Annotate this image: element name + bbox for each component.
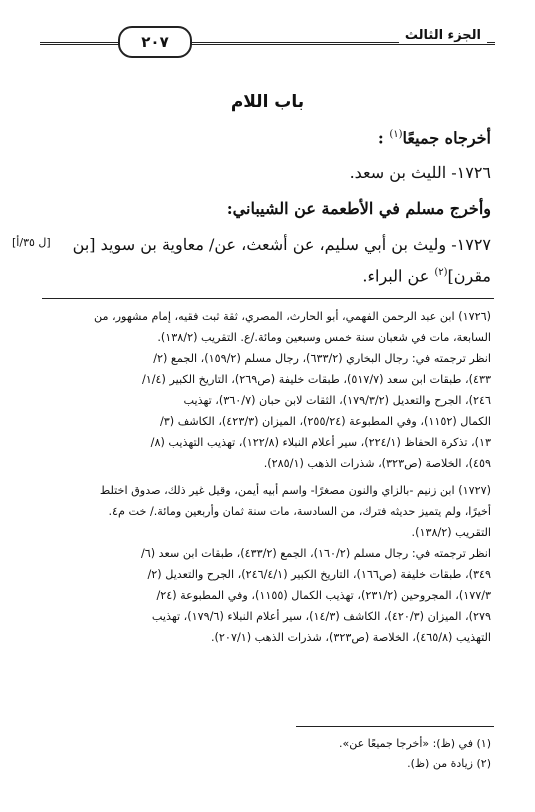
note-1726-line: السابعة، مات في شعبان سنة خمس وسبعين ومائة./ع. التقريب (١٣٨/٢). bbox=[157, 331, 491, 344]
biography-notes bbox=[39, 306, 491, 648]
main-line-1-end: : bbox=[377, 128, 384, 148]
page-number: ٢٠٧ bbox=[118, 26, 192, 58]
main-line-5-text: مقرن] bbox=[447, 266, 491, 286]
footnote-ref-1: (١) bbox=[389, 129, 403, 140]
main-line-4: ١٧٢٧- وليث بن أبي سليم، عن أشعث، عن/ معاوية بن سويد [بن bbox=[72, 235, 491, 254]
footnote-1: (١) في (ظ): «أخرجا جميعًا عن». bbox=[339, 737, 491, 750]
footnotes bbox=[39, 734, 491, 774]
note-1727-line: ٣٤٩)، طبقات خليفة (ص١٦٦)، التاريخ الكبير (٢٤٦/٤/١)، الجرح والتعديل (٢/ bbox=[147, 568, 491, 581]
footnote-ref-2: (٢) bbox=[434, 267, 448, 278]
running-title: الجزء الثالث bbox=[399, 28, 487, 43]
note-1727-line: أخيرًا، ولم يتميز حديثه فترك، من السادسة، مات سنة ثمان وأربعين ومائة./ خت م٤. bbox=[108, 505, 491, 518]
note-1726-line: ٤٥٩)، الخلاصة (ص٣٢٣)، شذرات الذهب (٢٨٥/١). bbox=[263, 457, 491, 470]
main-line-1-text: أخرجاه جميعًا bbox=[402, 128, 491, 148]
page-header bbox=[40, 26, 495, 58]
main-line-2: ١٧٢٦- الليث بن سعد. bbox=[349, 163, 491, 182]
main-line-5-end: عن البراء. bbox=[362, 266, 435, 286]
notes-divider bbox=[42, 298, 494, 299]
main-line-5 bbox=[51, 262, 491, 287]
main-line-1 bbox=[51, 124, 491, 149]
note-1727-line: ٢٧٩)، الميزان (٤٢٠/٣)، الكاشف (١٤/٣)، سير أعلام النبلاء (١٧٩/٦)، تهذيب bbox=[151, 610, 491, 623]
note-1727-line: انظر ترجمته في: رجال مسلم (١٦٠/٢)، الجمع (٤٣٣/٢)، طبقات ابن سعد (٦/ bbox=[140, 547, 491, 560]
note-1726-line: ٤٣٣)، طبقات ابن سعد (٥١٧/٧)، طبقات خليفة (ص٢٦٩)، التاريخ الكبير (١/٤/ bbox=[141, 373, 491, 386]
note-1727-line: (١٧٢٧) ابن زنيم -بالزاي والنون مصغرًا- واسم أبيه أيمن، وقيل غير ذلك، صدوق اختلط bbox=[99, 484, 491, 497]
note-1726-line: انظر ترجمته في: رجال البخاري (٦٣٣/٢)، رجال مسلم (١٥٩/٢)، الجمع (٢/ bbox=[153, 352, 491, 365]
chapter-title: باب اللام bbox=[230, 92, 305, 112]
footnote-divider bbox=[296, 726, 494, 727]
footnote-2: (٢) زيادة من (ظ). bbox=[407, 757, 491, 770]
note-1727-line: ١٧٧/٣)، المجروحين (٢٣١/٢)، تهذيب الكمال (١١٥٥)، وفي المطبوعة (٢٤/ bbox=[156, 589, 491, 602]
main-line-3: وأخرج مسلم في الأطعمة عن الشيباني: bbox=[226, 199, 491, 218]
note-1727-line: التهذيب (٤٦٥/٨)، الخلاصة (ص٣٢٣)، شذرات الذهب (٢٠٧/١). bbox=[211, 631, 491, 644]
note-1727-line: التقريب (١٣٨/٢). bbox=[411, 526, 491, 539]
note-1726-line: ١٣)، تذكرة الحفاظ (٢٢٤/١)، سير أعلام النبلاء (١٢٢/٨)، تهذيب التهذيب (٨/ bbox=[150, 436, 491, 449]
note-1726-line: الكمال (١١٥٢)، وفي المطبوعة (٢٥٥/٢٤)، الميزان (٤٢٣/٣)، الكاشف (٣/ bbox=[159, 415, 491, 428]
manuscript-marker: [ل ٣٥/أ] bbox=[12, 236, 51, 249]
note-1726-line: (١٧٢٦) ابن عبد الرحمن الفهمي، أبو الحارث، المصري، ثقة ثبت فقيه، إمام مشهور، من bbox=[93, 310, 491, 323]
note-1726-line: ٢٤٦)، الجرح والتعديل (١٧٩/٣/٢)، الثقات لابن حبان (٣٦٠/٧)، تهذيب bbox=[183, 394, 491, 407]
